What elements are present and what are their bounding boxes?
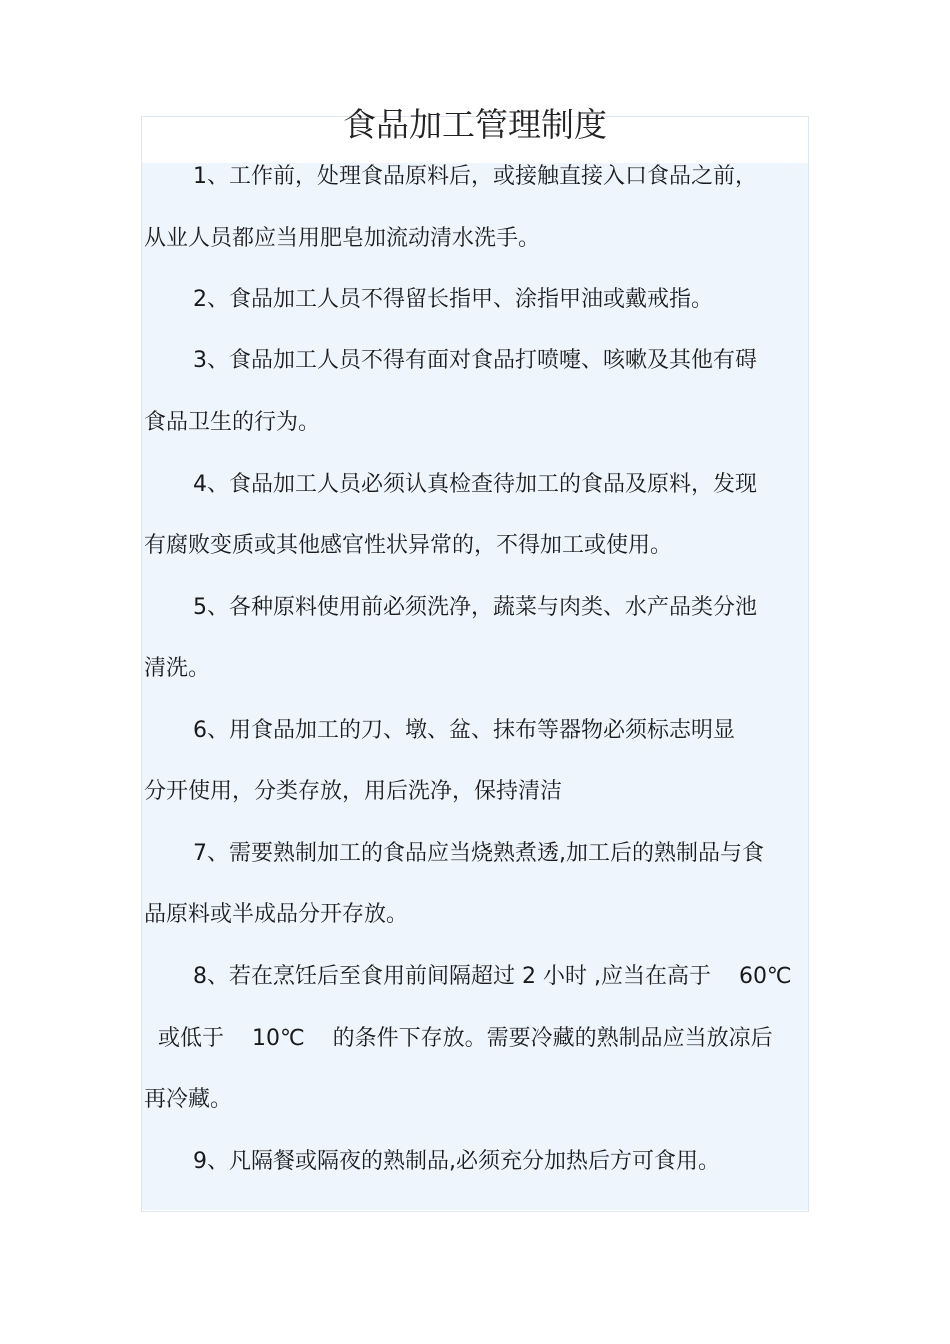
text-line: 分开使用，分类存放，用后洗净，保持清洁 <box>144 779 563 804</box>
text-line: 从业人员都应当用肥皂加流动清水洗手。 <box>144 226 541 251</box>
text-line: 品原料或半成品分开存放。 <box>144 902 409 927</box>
text-line: 9、凡隔餐或隔夜的熟制品,必须充分加热后方可食用。 <box>193 1149 720 1174</box>
text-line: 8、若在烹饪后至食用前间隔超过 2 小时 ,应当在高于 60℃ <box>193 964 792 989</box>
text-line: 再冷藏。 <box>144 1087 233 1112</box>
text-line: 有腐败变质或其他感官性状异常的，不得加工或使用。 <box>144 533 673 558</box>
text-line: 2、食品加工人员不得留长指甲、涂指甲油或戴戒指。 <box>193 287 713 312</box>
text-line: 3、食品加工人员不得有面对食品打喷嚏、咳嗽及其他有碍 <box>193 348 757 373</box>
text-line: 5、各种原料使用前必须洗净，蔬菜与肉类、水产品类分池 <box>193 595 757 620</box>
text-line: 食品卫生的行为。 <box>144 410 321 435</box>
text-line: 1、工作前，处理食品原料后，或接触直接入口食品之前， <box>193 164 757 189</box>
text-line: 或低于 10℃ 的条件下存放。需要冷藏的熟制品应当放凉后 <box>144 1026 773 1051</box>
document-title: 食品加工管理制度 <box>343 105 607 144</box>
text-line: 4、食品加工人员必须认真检查待加工的食品及原料，发现 <box>193 472 757 497</box>
text-line: 6、用食品加工的刀、墩、盆、抹布等器物必须标志明显 <box>193 718 735 743</box>
text-line: 清洗。 <box>144 656 211 681</box>
text-line: 7、需要熟制加工的食品应当烧熟煮透,加工后的熟制品与食 <box>193 841 764 866</box>
